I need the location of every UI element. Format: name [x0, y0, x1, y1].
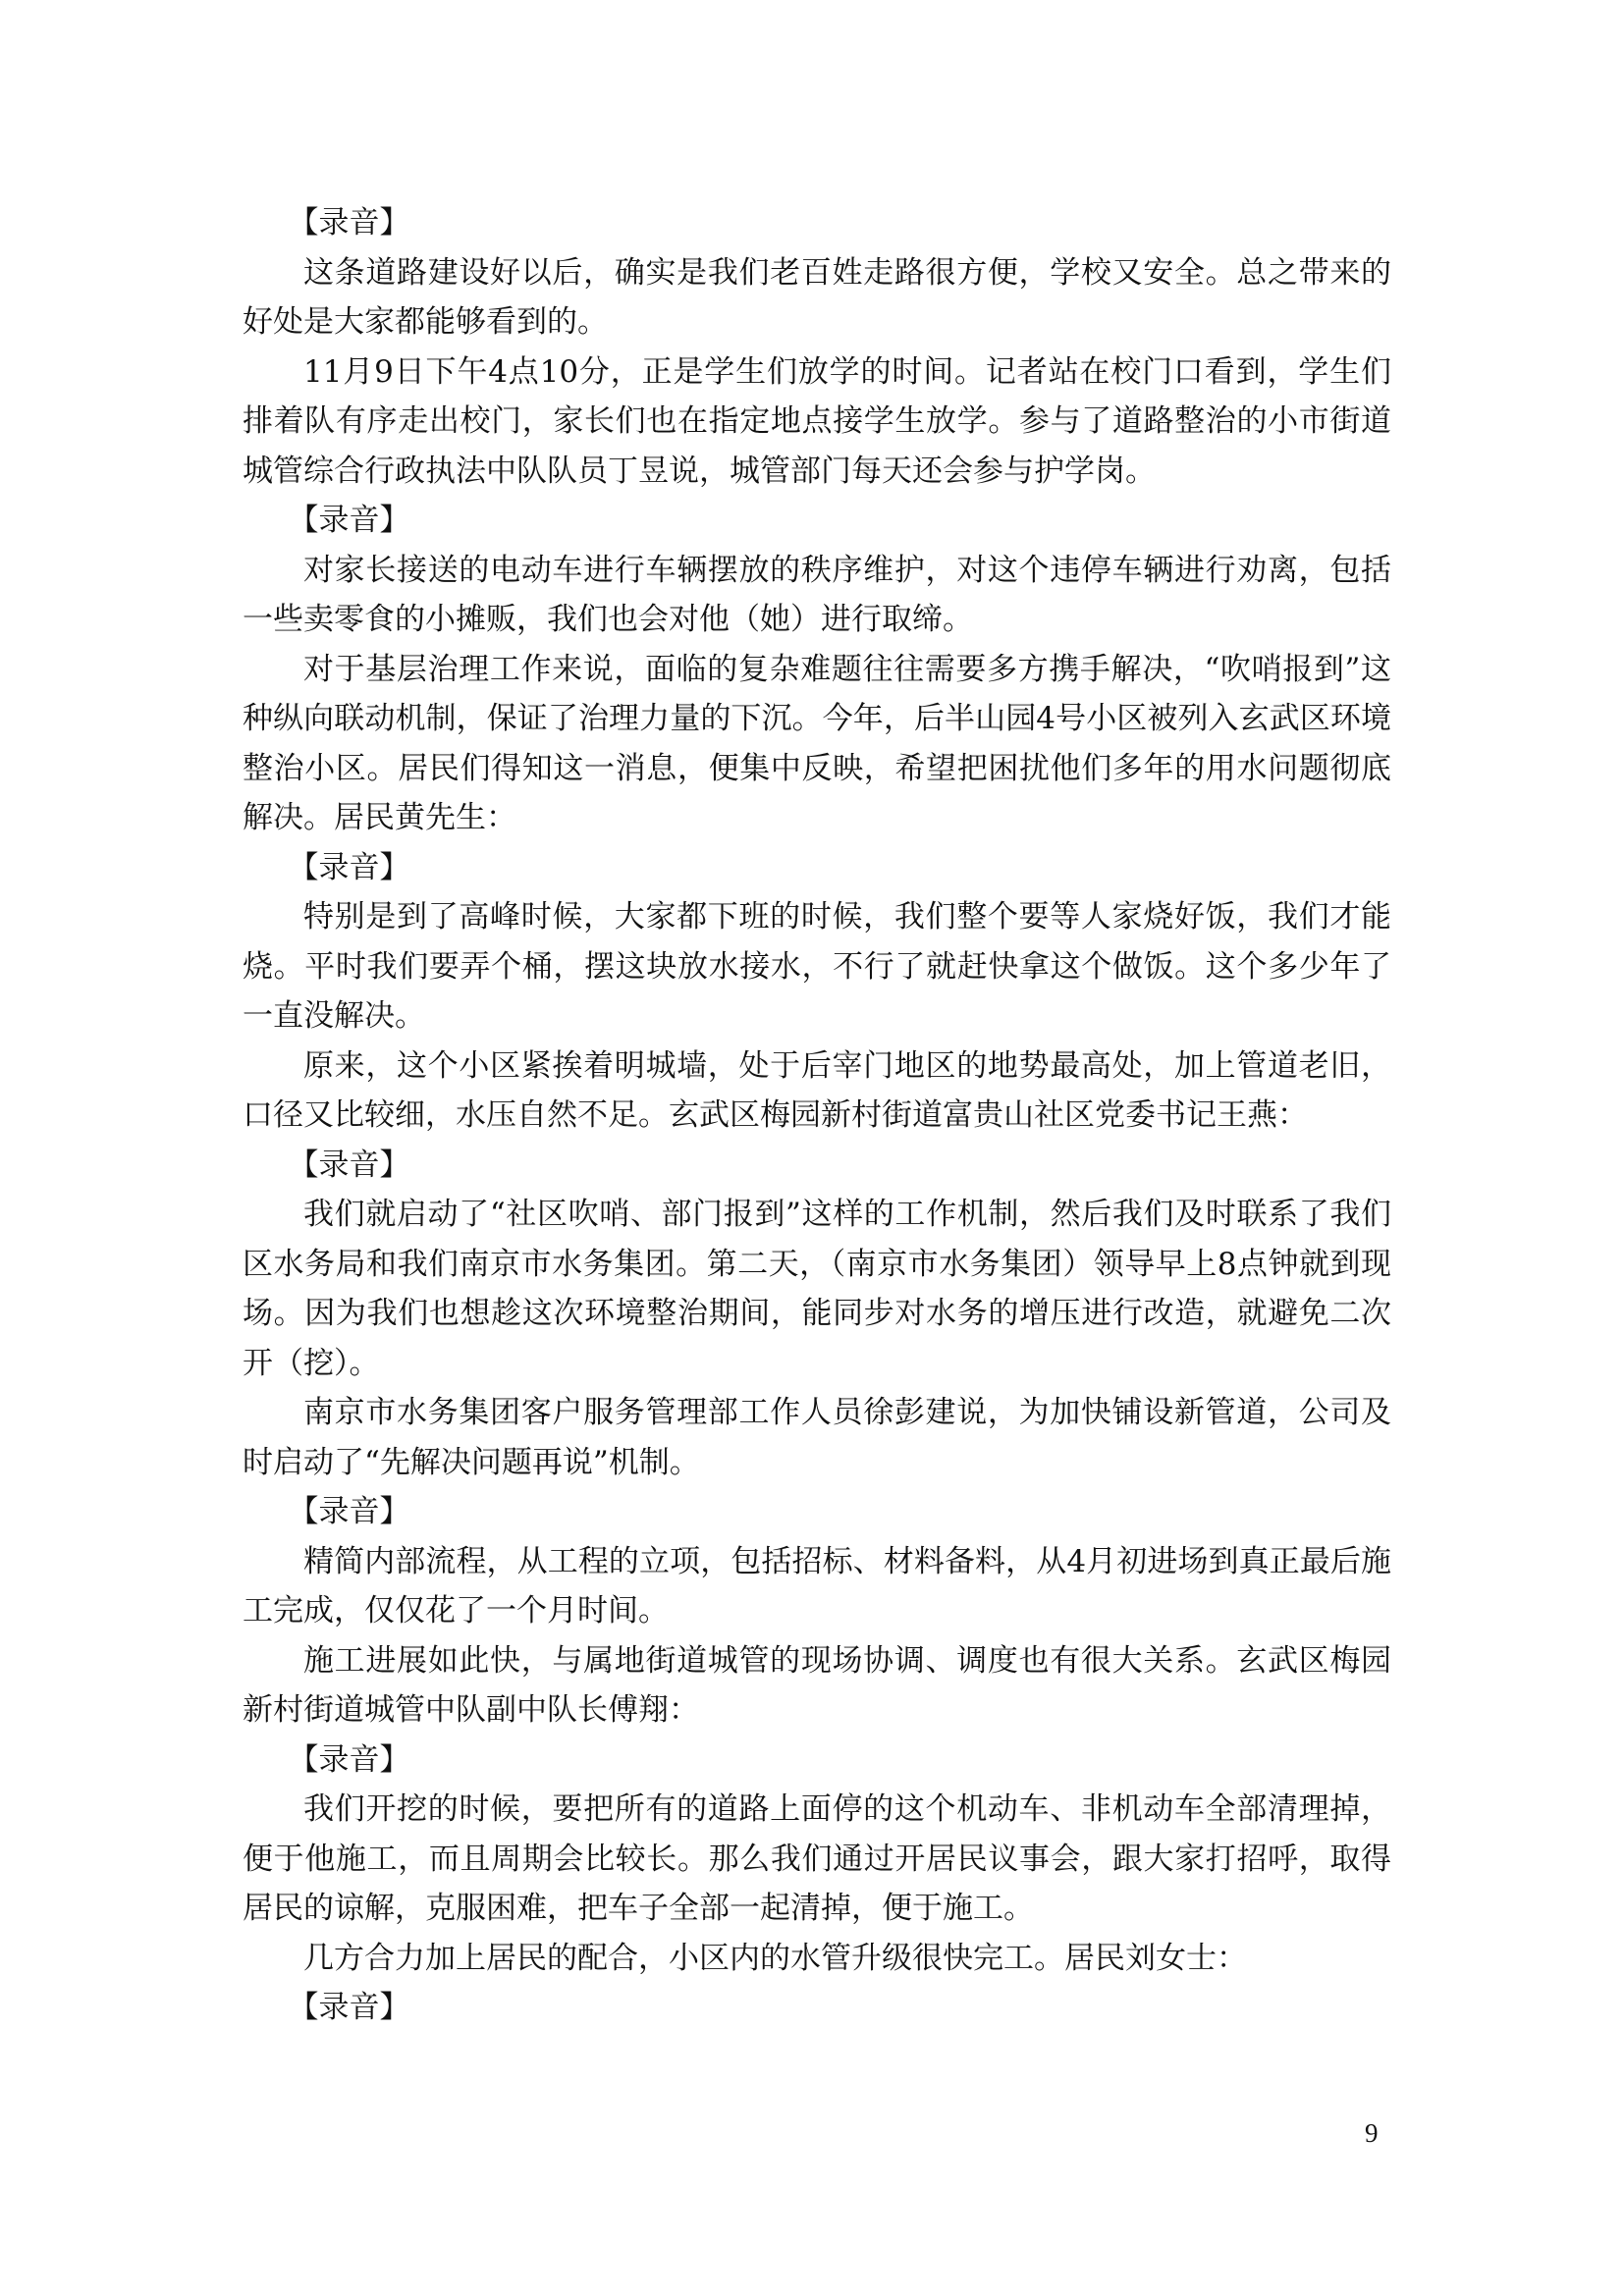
page-number: 9 [1365, 2118, 1379, 2148]
body-paragraph: 南京市水务集团客户服务管理部工作人员徐彭建说，为加快铺设新管道，公司及时启动了“先解决问题再说”机制。 [243, 1395, 1391, 1480]
body-paragraph: 施工进展如此快，与属地街道城管的现场协调、调度也有很大关系。玄武区梅园新村街道城管中队副中队长傅翔： [243, 1642, 1391, 1728]
document-body [243, 198, 1391, 2033]
body-paragraph: 我们开挖的时候，要把所有的道路上面停的这个机动车、非机动车全部清理掉，便于他施工，而且周期会比较长。那么我们通过开居民议事会，跟大家打招呼，取得居民的谅解，克服困难，把车子全部一起清掉，便于施工。 [243, 1791, 1391, 1926]
recording-label: 【录音】 [288, 1990, 410, 2025]
recording-label: 【录音】 [288, 503, 410, 538]
body-paragraph: 精简内部流程，从工程的立项，包括招标、材料备料，从4月初进场到真正最后施工完成，仅仅花了一个月时间。 [243, 1543, 1391, 1629]
recording-label: 【录音】 [288, 849, 410, 885]
body-paragraph: 原来，这个小区紧挨着明城墙，处于后宰门地区的地势最高处，加上管道老旧，口径又比较细，水压自然不足。玄武区梅园新村街道富贵山社区党委书记王燕： [243, 1047, 1391, 1133]
body-paragraph: 11月9日下午4点10分，正是学生们放学的时间。记者站在校门口看到，学生们排着队有序走出校门，家长们也在指定地点接学生放学。参与了道路整治的小市街道城管综合行政执法中队队员丁昱说，城管部门每天还会参与护学岗。 [243, 353, 1391, 489]
body-paragraph: 对于基层治理工作来说，面临的复杂难题往往需要多方携手解决，“吹哨报到”这种纵向联动机制，保证了治理力量的下沉。今年，后半山园4号小区被列入玄武区环境整治小区。居民们得知这一消息，便集中反映，希望把困扰他们多年的用水问题彻底解决。居民黄先生： [243, 651, 1391, 835]
recording-label: 【录音】 [288, 1494, 410, 1529]
body-paragraph: 这条道路建设好以后，确实是我们老百姓走路很方便，学校又安全。总之带来的好处是大家都能够看到的。 [243, 254, 1391, 340]
recording-label: 【录音】 [288, 1741, 410, 1778]
body-paragraph: 几方合力加上居民的配合，小区内的水管升级很快完工。居民刘女士： [303, 1940, 1247, 1976]
recording-label: 【录音】 [288, 1147, 410, 1183]
body-paragraph: 对家长接送的电动车进行车辆摆放的秩序维护，对这个违停车辆进行劝离，包括一些卖零食的小摊贩，我们也会对他（她）进行取缔。 [243, 552, 1391, 637]
body-paragraph: 特别是到了高峰时候，大家都下班的时候，我们整个要等人家烧好饭，我们才能烧。平时我们要弄个桶，摆这块放水接水，不行了就赶快拿这个做饭。这个多少年了一直没解决。 [243, 899, 1391, 1034]
body-paragraph: 我们就启动了“社区吹哨、部门报到”这样的工作机制，然后我们及时联系了我们区水务局和我们南京市水务集团。第二天，（南京市水务集团）领导早上8点钟就到现场。因为我们也想趁这次环境整治期间，能同步对水务的增压进行改造，就避免二次开（挖）。 [243, 1197, 1391, 1381]
recording-label: 【录音】 [288, 205, 410, 240]
